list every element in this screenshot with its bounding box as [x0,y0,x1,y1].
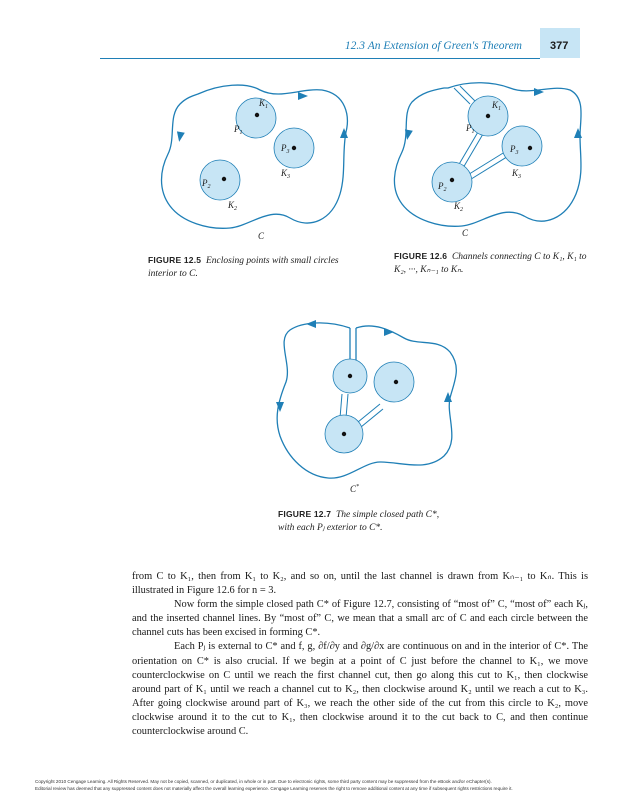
point-p2 [450,178,454,182]
section-title: 12.3 An Extension of Green's Theorem [344,40,522,52]
label-c-star: C* [350,484,360,494]
label-k3: $K_3$ [512,168,522,180]
label-p1: $P_1$ [466,123,475,135]
channel-k2-k3 [361,409,383,427]
label-p3: $P_3$ [281,143,290,155]
arrow-icon [175,131,185,142]
channel-c-k1 [454,88,470,104]
channel-k1-k2 [340,394,342,418]
channel-k1-k2 [463,134,483,168]
figure-12-7 [266,312,466,502]
arrow-icon [298,92,308,100]
label-k2: $K_2$ [454,201,464,213]
copyright-footer [35,778,595,792]
arrow-icon [306,320,316,328]
running-header [0,36,622,60]
caption-label: FIGURE 12.7 [278,509,332,519]
curve-c-star [277,323,456,478]
channel-k1-k2 [346,394,348,418]
label-p2: $P_2$ [202,178,211,190]
caption-figure-12-7 [278,508,448,535]
caption-figure-12-6 [394,250,590,277]
channel-k1-k2 [458,132,478,166]
point-p3 [292,146,296,150]
label-p3: $P_3$ [510,144,519,156]
figure-12-5 [150,70,360,250]
label-c: C [258,231,265,241]
caption-label: FIGURE 12.6 [394,251,448,261]
channel-k2-k3 [358,404,380,422]
channel-c-k1 [460,86,476,102]
label-k1: $K_1$ [492,100,502,112]
point-p2 [222,177,226,181]
label-p2: $P_2$ [438,181,447,193]
page-number: 377 [550,40,569,52]
body-text [132,570,588,739]
caption-text: Enclosing points with small circles interior to C. [148,256,339,279]
paragraph-1: from C to K₁, then from K₁ to K₂, and so on, until the last channel is drawn from Kₙ₋₁ to Kₙ. This is illustrated in Figure 12.6 for n = 3. [132,571,588,597]
label-k3: $K_3$ [281,168,291,180]
caption-figure-12-5 [148,254,358,281]
paragraph-2: Now form the simple closed path C* of Figure 12.7, consisting of “most of” C, “most of” each Kⱼ, and the inserted channel lines. By “most of” C, we mean that a small arc of C and each circle between the channel cuts has been excised in forming C*. [132,599,588,639]
caption-text: Channels connecting C to K₁, K₁ to K₂, ···, Kₙ₋₁ to Kₙ. [394,252,587,275]
point-p1 [255,113,259,117]
caption-text: The simple closed path C*, with each Pⱼ exterior to C*. [278,510,440,533]
arrow-icon [384,328,394,336]
point-p1 [348,374,352,378]
point-p3 [394,380,398,384]
header-rule [100,58,540,59]
label-k1: $K_1$ [259,98,269,110]
label-c: C [462,228,469,238]
point-p2 [342,432,346,436]
label-p1: $P_1$ [234,124,243,136]
channel-k2-k3 [468,155,510,181]
footer-line-1: Copyright 2010 Cengage Learning. All Rights Reserved. May not be copied, scanned, or duplicated, in whole or in part. Due to electronic rights, some third party content may be suppressed from the eBook and/or eChapter(s). [35,779,492,784]
disk-k3 [502,126,542,166]
caption-label: FIGURE 12.5 [148,255,202,265]
point-p1 [486,114,490,118]
channel-k2-k3 [466,150,508,176]
footer-line-2: Editorial review has deemed that any suppressed content does not materially affect the overall learning experience. Cengage Learning reserves the right to remove additional content at any time if subsequent rights restrictions require it. [35,786,513,791]
label-k2: $K_2$ [228,200,238,212]
figure-12-6 [384,68,594,248]
point-p3 [528,146,532,150]
paragraph-3: Each Pⱼ is external to C* and f, g, ∂f/∂y and ∂g/∂x are continuous on and in the interior of C*. The orientation on C* is also crucial. If we begin at a point of C just before the channel to K₁, we move counterclockwise on C until we reach the first channel cut, then go along this cut to K₁, then clockwise around part of K₁ until we reach a channel cut to K₂, then clockwise around K₂ until we reach a cut to K₃. After going clockwise around part of K₃, we reach the other side of the cut from this circle to K₂, move clockwise around it to the cut to K₁, then clockwise around it to the cut back to C, and then continue counterclockwise around C. [132,641,588,738]
